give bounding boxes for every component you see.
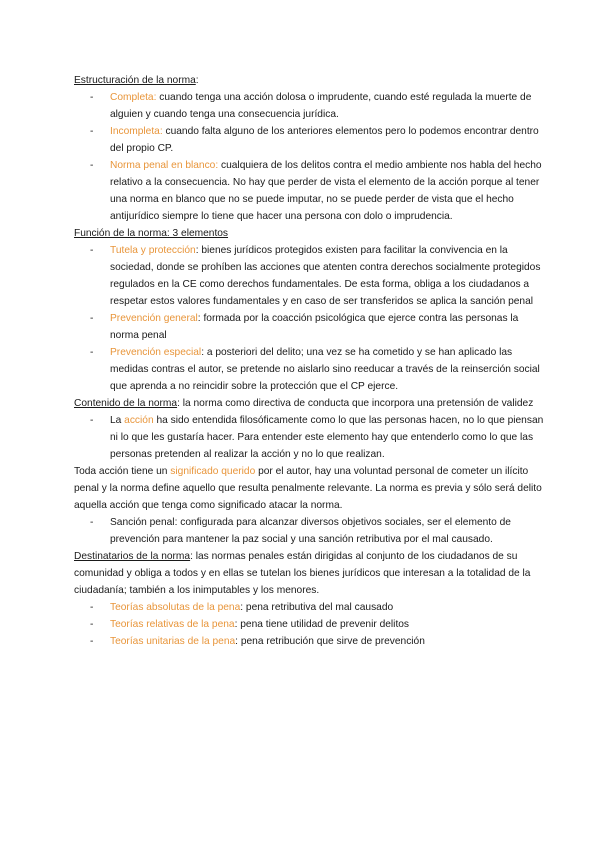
- section-heading: Contenido de la norma: [74, 398, 178, 409]
- term-highlight: Completa:: [110, 92, 157, 103]
- heading-contenido: Contenido de la norma: la norma como directiva de conducta que incorpora una pretensión de validez: [74, 398, 534, 409]
- estructuracion-list: [74, 89, 544, 225]
- sancion-list: [74, 514, 544, 548]
- funcion-list: [74, 242, 544, 395]
- list-item: - Norma penal en blanco: cualquiera de los delitos contra el medio ambiente nos habla del hecho relativo a la consecuencia. No hay que perder de vista el elemento de la acción porque al tener una norma en blanco que no se puede imputar, no se puede perder de vista que el hecho antijurídico siempre lo tiene que hacer una persona con dolo o imprudencia.: [74, 157, 544, 225]
- section-heading: Destinatarios de la norma: [74, 551, 191, 562]
- term-highlight: Teorías unitarias de la pena: [110, 636, 236, 647]
- term-highlight: Prevención general: [110, 313, 198, 324]
- term-highlight: Incompleta:: [110, 126, 163, 137]
- document-page: [74, 72, 544, 650]
- term-highlight: Norma penal en blanco:: [110, 160, 219, 171]
- term-highlight: Tutela y protección: [110, 245, 196, 256]
- list-item: - Tutela y protección: bienes jurídicos protegidos existen para facilitar la convivencia en la sociedad, donde se prohíben las acciones que atenten contra derechos socialmente protegidos regulados en la CE como derechos fundamentales. De esta forma, obliga a los ciudadanos a respetar estos valores fundamentales y en caso de ser transferidos se aplica la sanción penal: [74, 242, 544, 310]
- list-item: - Prevención general: formada por la coacción psicológica que ejerce contra las personas la norma penal: [74, 310, 544, 344]
- destinatarios-list: [74, 599, 544, 650]
- term-highlight: Prevención especial: [110, 347, 202, 358]
- section-heading: Estructuración de la norma: [74, 75, 196, 86]
- list-item: - Teorías relativas de la pena: pena tiene utilidad de prevenir delitos: [74, 616, 544, 633]
- term-highlight: significado querido: [170, 466, 256, 477]
- heading-funcion: [74, 225, 544, 242]
- term-highlight: Teorías relativas de la pena: [110, 619, 235, 630]
- section-heading: Función de la norma: 3 elementos: [74, 228, 229, 239]
- heading-estructuracion: Estructuración de la norma:: [74, 75, 199, 86]
- list-item: - Completa: cuando tenga una acción dolosa o imprudente, cuando esté regulada la muerte de alguien y cuando tenga una consecuencia jurídica.: [74, 89, 544, 123]
- list-item: - Sanción penal: configurada para alcanzar diversos objetivos sociales, ser el elemento de prevención para mantener la paz social y una sanción retributiva por el mal causado.: [74, 514, 544, 548]
- list-item: - Teorías absolutas de la pena: pena retributiva del mal causado: [74, 599, 544, 616]
- list-item: - Prevención especial: a posteriori del delito; una vez se ha cometido y se han aplicado las medidas contras el autor, se pretende no aislarlo sino reeducar a través de la reinserción social que aprenda a no reincidir sobre la protección que el CP ejerce.: [74, 344, 544, 395]
- heading-destinatarios: Destinatarios de la norma: las normas penales están dirigidas al conjunto de los ciudadanos de su comunidad y obliga a todos y en ellas se tutelan los bienes jurídicos que interesan a la totalidad de la ciudadanía; también a los inimputables y los menores.: [74, 551, 531, 596]
- term-highlight: Teorías absolutas de la pena: [110, 602, 241, 613]
- term-highlight: acción: [124, 415, 154, 426]
- paragraph-accion: Toda acción tiene un significado querido por el autor, hay una voluntad personal de cometer un ilícito penal y la norma define aquello que resulta penalmente relevante. La norma es previa y sólo será delito aquella acción que tenga como significado atacar la norma.: [74, 466, 542, 511]
- list-item: - Incompleta: cuando falta alguno de los anteriores elementos pero lo podemos encontrar dentro del propio CP.: [74, 123, 544, 157]
- list-item: - La acción ha sido entendida filosóficamente como lo que las personas hacen, no lo que piensan ni lo que les gustaría hacer. Para entender este elemento hay que entenderlo como lo que las personas pretenden al realizar la acción y no lo que realizan.: [74, 412, 544, 463]
- contenido-list: [74, 412, 544, 463]
- list-item: - Teorías unitarias de la pena: pena retribución que sirve de prevención: [74, 633, 544, 650]
